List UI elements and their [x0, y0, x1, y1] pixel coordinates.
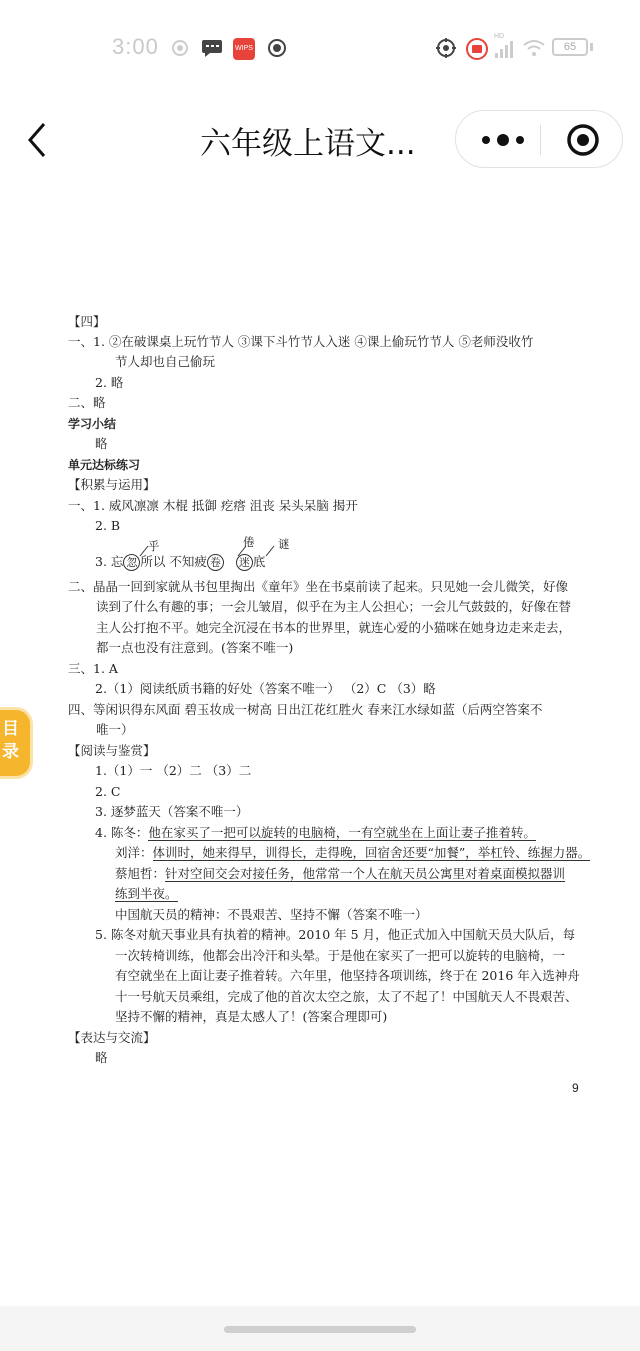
underlined-answer: 针对空间交会对接任务，他常常一个人在航天员公寓里对着桌面模拟器训	[165, 866, 566, 881]
speaker-label: 蔡旭哲：	[115, 866, 166, 881]
answer-line: 略	[95, 1050, 108, 1065]
underlined-answer: 体训时，她来得早，训得长，走得晚，回宿舍还要“加餐”，举杠铃、练握力器。	[152, 845, 591, 860]
toc-tab-button[interactable]	[0, 710, 30, 776]
circled-char: 卷	[207, 554, 224, 571]
answer-line: 二、晶晶一回到家就从书包里掏出《童年》坐在书桌前读了起来。只见她一会儿微笑，好像	[68, 579, 569, 594]
unit-heading: 单元达标练习	[68, 458, 141, 472]
answer-line: 一次转椅训练，他都会出冷汗和头晕。于是他在家买了一把可以旋转的电脑椅，一	[115, 948, 566, 963]
underlined-answer: 练到半夜。	[115, 886, 178, 901]
answer-line: 坚持不懈的精神，真是太感人了！(答案合理即可)	[115, 1009, 388, 1024]
battery-icon	[552, 38, 588, 56]
answer-line: 一、1. ②在破课桌上玩竹节人 ③课下斗竹节人入迷 ④课上偷玩竹节人 ⑤老师没收竹	[68, 334, 534, 349]
correction-marks	[130, 532, 330, 558]
speaker-label: 刘洋：	[115, 845, 153, 860]
target-icon[interactable]	[566, 123, 600, 157]
record-icon	[267, 38, 287, 58]
answer-line: 略	[95, 436, 108, 451]
correction-superscript: 谜	[278, 537, 290, 551]
page-title: 六年级上语文...	[200, 126, 416, 162]
status-time: 3:00	[112, 34, 159, 59]
camera-icon	[170, 38, 190, 58]
section-heading: 【四】	[68, 314, 106, 329]
app-badge-icon: WIPS	[233, 38, 255, 60]
correction-text: 3. 忘	[95, 554, 124, 569]
summary-heading: 学习小结	[68, 417, 117, 431]
answer-line: 四、等闲识得东风面 碧玉妆成一树高 日出江花红胜火 春来江水绿如蓝（后两空答案不	[68, 702, 543, 717]
signal-icon	[494, 33, 518, 61]
answer-line: 2. B	[95, 518, 121, 533]
answer-line: 唯一）	[96, 722, 134, 737]
battery-level: 65	[563, 41, 577, 53]
answer-line: 3. 逐梦蓝天（答案不唯一）	[95, 804, 249, 819]
signal-label: HD	[494, 33, 505, 40]
answer-line: 1.（1）一 （2）二 （3）二	[95, 763, 252, 778]
answer-line: 主人公打抱不平。她完全沉浸在书本的世界里，就连心爱的小猫咪在她身边走来走去，	[96, 620, 572, 635]
answer-line: 2. 略	[95, 375, 124, 390]
page-number: 9	[572, 1081, 579, 1095]
correction-text: 底	[252, 554, 266, 569]
answer-line: 节人却也自己偷玩	[115, 354, 216, 369]
nav-bar	[0, 90, 640, 190]
answer-line: 二、略	[68, 395, 106, 410]
section-heading: 【阅读与鉴赏】	[68, 743, 156, 758]
correction-text: 所以 不知疲	[140, 554, 207, 569]
home-indicator[interactable]	[224, 1326, 416, 1333]
answer-line: 2. C	[95, 784, 121, 799]
circled-char: 迷	[236, 554, 253, 571]
battery-tip	[590, 43, 593, 51]
answer-line	[95, 823, 536, 843]
answer-line: 2.（1）阅读纸质书籍的好处（答案不唯一） （2）C （3）略	[95, 681, 436, 696]
message-icon	[201, 38, 223, 58]
answer-line: 有空就坐在上面让妻子推着转。六年里，他坚持各项训练，终于在 2016 年入选神舟	[115, 968, 580, 983]
section-heading: 【积累与运用】	[68, 477, 156, 492]
wifi-icon	[522, 38, 546, 58]
underlined-answer: 他在家买了一把可以旋转的电脑椅，一有空就坐在上面让妻子推着转。	[148, 825, 536, 840]
answer-line: 都一点也没有注意到。(答案不唯一)	[96, 640, 294, 655]
speaker-label: 4. 陈冬：	[95, 825, 149, 840]
answer-line: 十一号航天员乘组，完成了他的首次太空之旅，太了不起了！中国航天人不畏艰苦、	[115, 989, 578, 1004]
chevron-left-icon[interactable]	[22, 120, 52, 160]
correction-superscript: 倦	[243, 535, 255, 549]
circled-char: 忽	[123, 554, 140, 571]
answer-line: 三、1. A	[68, 661, 118, 676]
mini-program-capsule	[455, 110, 623, 168]
answer-line	[115, 843, 590, 863]
answer-line: 读到了什么有趣的事；一会儿皱眉，似乎在为主人公担心；一会儿气鼓鼓的，好像在替	[96, 599, 572, 614]
answer-line	[115, 884, 178, 904]
capsule-divider	[540, 125, 541, 155]
answer-line: 5. 陈冬对航天事业具有执着的精神。2010 年 5 月，他正式加入中国航天员大队后，每	[95, 927, 576, 942]
answer-line: 中国航天员的精神：不畏艰苦、坚持不懈（答案不唯一）	[115, 907, 428, 922]
more-dots-icon[interactable]	[478, 128, 528, 152]
location-icon	[436, 38, 456, 58]
status-bar	[0, 0, 640, 90]
answer-line	[115, 864, 565, 884]
alarm-icon	[466, 38, 488, 60]
answer-line: 一、1. 威风凛凛 木棍 抵御 疙瘩 沮丧 呆头呆脑 揭开	[68, 498, 358, 513]
section-heading: 【表达与交流】	[68, 1030, 156, 1045]
toc-tab-label: 目录	[2, 719, 19, 762]
correction-superscript: 乎	[148, 539, 160, 553]
